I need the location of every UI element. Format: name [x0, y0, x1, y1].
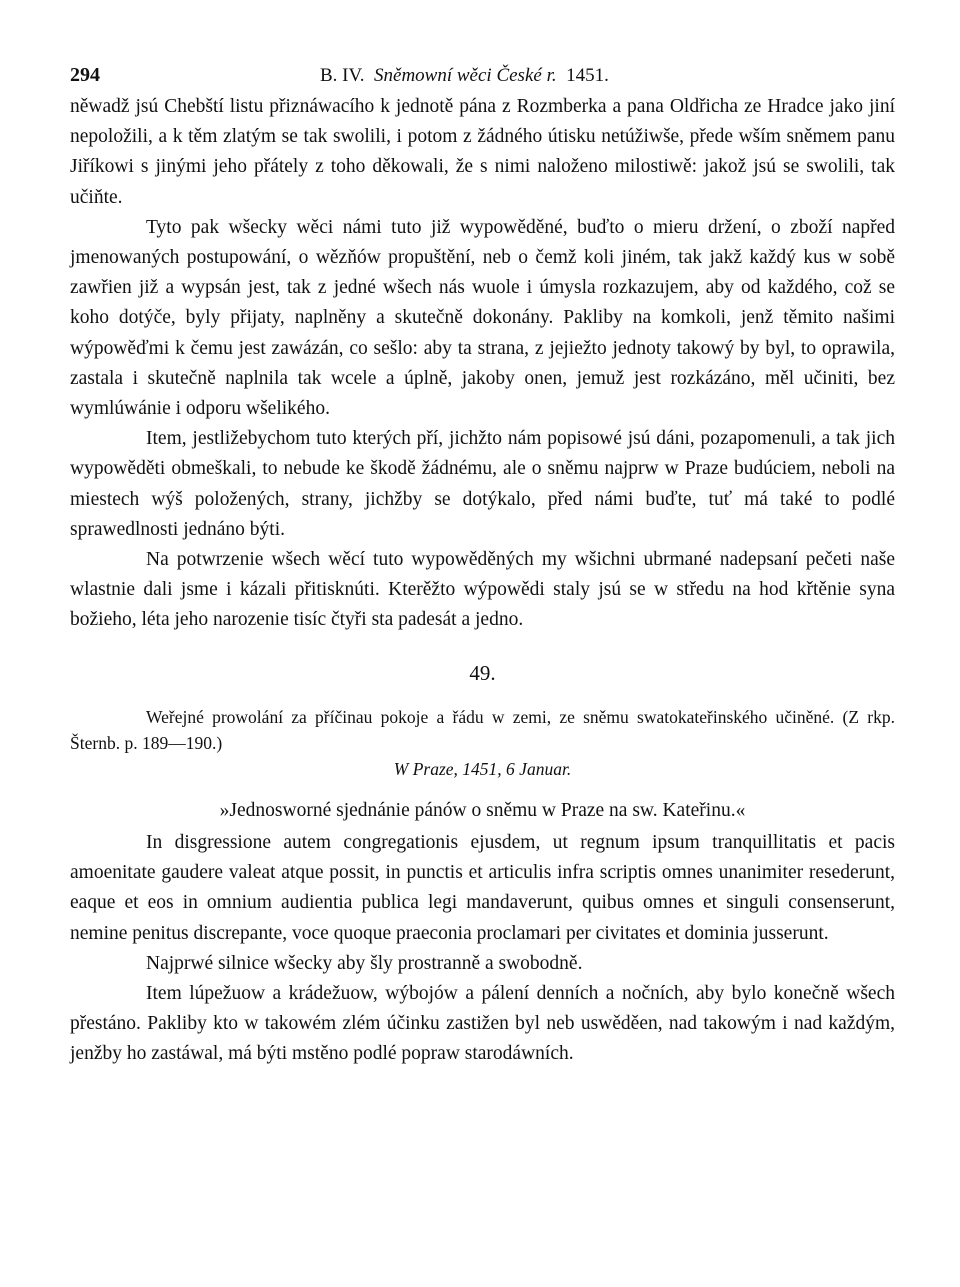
document-number: 49.: [469, 660, 496, 685]
paragraph: Na potwrzenie wšech wěcí tuto wypowěděných my wšichni ubrmané nadepsaní pečeti naše wlastnie dali jsme i kázali přitisknúti. Kterěžto wýpowědi staly jsú se w středu na hod křtěnie syna božieho, léta jeho narozenie tisíc čtyři sta padesát a jedno.: [70, 549, 895, 631]
paragraph: In disgressione autem congregationis ejusdem, ut regnum ipsum tranquillitatis et pacis amoenitate gaudere valeat atque possit, in punctis et articulis infra scriptis omnes unanimiter resederunt, eaque et eos in omnium audientia publica legi mandaverunt, quibus omnes et singuli consenserunt, nemine penitus discrepante, voce quoque praeconia proclamari per civitates et dominia jusserunt.: [70, 832, 895, 944]
document-title: »Jednosworné sjednánie pánów o sněmu w Praze na sw. Kateřinu.«: [219, 799, 746, 821]
running-title: [320, 61, 609, 91]
document-page: [70, 60, 895, 1070]
paragraph: Item, jestližebychom tuto kterých pří, jichžto nám popisowé jsú dáni, pozapomenuli, a tak jich wypowěděti obmeškali, to nebude ke škodě žádnému, ale o sněmu najprw w Praze budúciem, neboli na miestech wýš položených, strany, jichžby se dotýkalo, před námi buďte, tuť má také to podlé sprawedlnosti jednáno býti.: [70, 428, 895, 540]
running-header: [70, 60, 895, 90]
paragraph: Najprwé silnice wšecky aby šly prostranně a swobodně.: [146, 952, 583, 974]
header-year: 1451.: [566, 65, 609, 86]
paragraph: něwadž jsú Chebští listu přiznáwacího k jednotě pána z Rozmberka a pana Oldřicha ze Hradce jako jiní nepoložili, a k těm zlatým se tak swolili, i potom z žádného útisku netúžiwše, přede wším sněmem panu Jiříkowi s jinými jeho přátely z toho děkowali, že s nimi naloženo milostiwě: jakož jsú se swolili, tak učiňte.: [70, 96, 895, 208]
document-summary: Weřejné prowolání za příčinau pokoje a řádu w zemi, ze sněmu swatokateřinského učiněné. (Z rkp. Šternb. p. 189—190.): [70, 706, 895, 753]
document-dateline: W Praze, 1451, 6 Januar.: [393, 758, 572, 779]
title-italic: Sněmowní wěci České r.: [374, 65, 557, 86]
paragraph: Tyto pak wšecky wěci námi tuto již wypowěděné, buďto o mieru držení, o zboží napřed jmenowaných postupowání, o wězňów propuštění, neb o čemž koli jiném, tak jakž každý kus w sobě zawřien již a wypsán jest, tak z jedné wšech nás wuole i úmysla rozkazujem, aby od každého, což se koho dotýče, byly přijaty, naplněny a skutečně dokonány. Pakliby na komkoli, jenž těmito našimi wýpowěďmi k čemu jest zawázán, co sešlo: aby ta strana, z jejiežto jednoty takowý by byl, to oprawila, zastala i skutečně naplnila tak wcele a úplně, jakoby onen, jemuž jest rozkázáno, měl učiniti, bez wymlúwánie i odporu wšelikého.: [70, 216, 895, 420]
part-label: B. IV.: [320, 65, 365, 86]
page-number: 294: [70, 64, 100, 86]
paragraph: Item lúpežuow a krádežuow, wýbojów a pálení denních a nočních, aby bylo konečně wšech přestáno. Pakliby kto w takowém zlém účinku zastižen byl neb uswěděen, nad takowým i nad každým, jenžby ho zastáwal, má býti mstěno podlé popraw starodáwních.: [70, 983, 895, 1065]
